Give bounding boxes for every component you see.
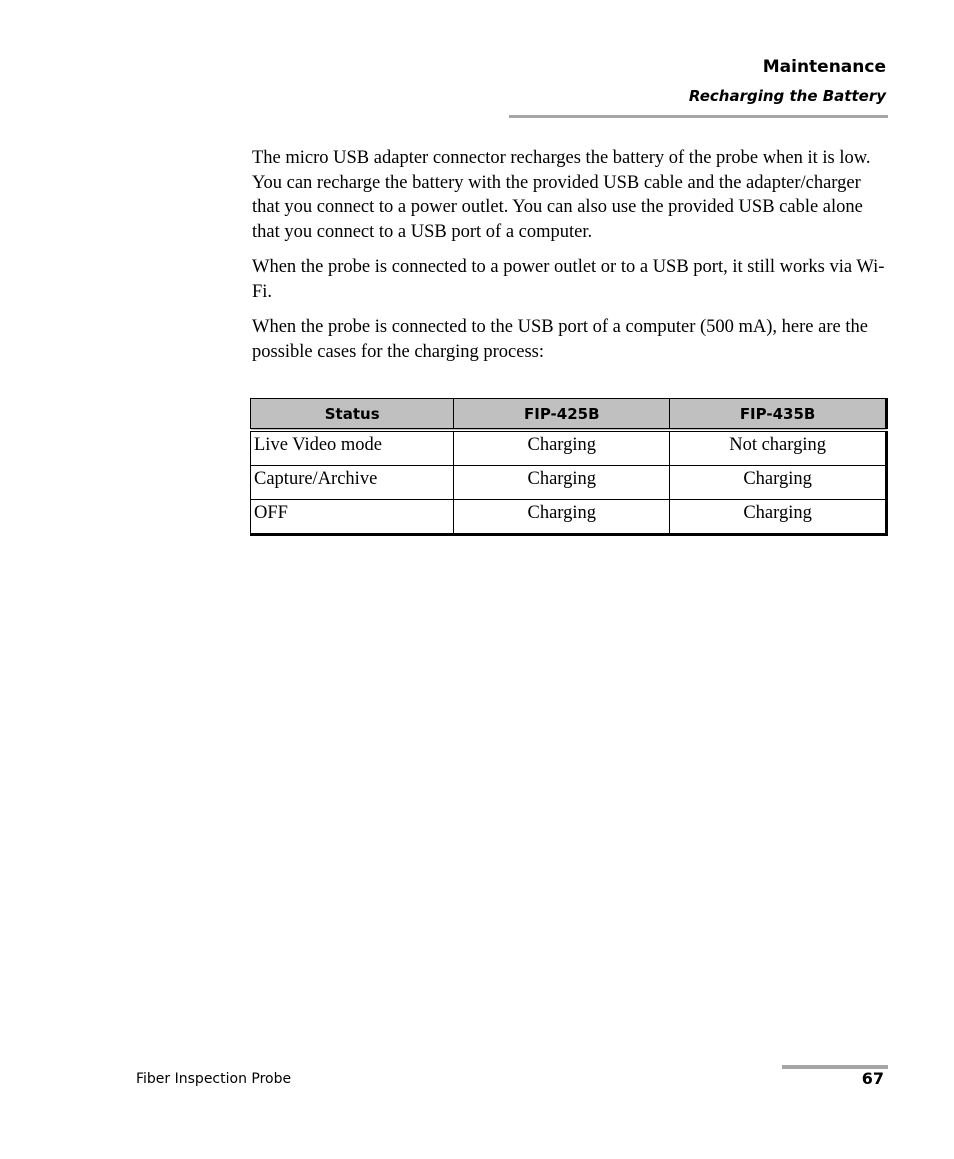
status-cell: Live Video mode bbox=[251, 430, 454, 466]
paragraph-usb-cases: When the probe is connected to the USB port of a computer (500 mA), here are the possible cases for the charging process: bbox=[252, 317, 868, 362]
header-divider bbox=[509, 115, 888, 118]
fip-435b-cell: Charging bbox=[670, 500, 887, 535]
status-cell: Capture/Archive bbox=[251, 466, 454, 500]
table-row bbox=[251, 430, 887, 466]
paragraph-recharge-intro: The micro USB adapter connector recharges the battery of the probe when it is low. You can recharge the battery with the provided USB cable and the adapter/charger that you connect to a power outlet. You can also use the provided USB cable alone that you connect to a USB port of a computer. bbox=[252, 148, 871, 242]
status-cell: OFF bbox=[251, 500, 454, 535]
footer-document-title: Fiber Inspection Probe bbox=[136, 1071, 292, 1087]
table-header-row bbox=[251, 399, 887, 431]
page-number: 67 bbox=[861, 1069, 884, 1088]
chapter-title: Maintenance bbox=[762, 57, 886, 77]
column-header-fip-425b: FIP-425B bbox=[454, 399, 670, 431]
column-header-fip-435b: FIP-435B bbox=[670, 399, 887, 431]
section-title: Recharging the Battery bbox=[688, 87, 886, 105]
fip-425b-cell: Charging bbox=[454, 430, 670, 466]
charging-status-table bbox=[250, 398, 888, 536]
fip-425b-cell: Charging bbox=[454, 466, 670, 500]
table-row bbox=[251, 466, 887, 500]
paragraph-wifi-note: When the probe is connected to a power outlet or to a USB port, it still works via Wi-Fi. bbox=[252, 257, 885, 302]
column-header-status: Status bbox=[251, 399, 454, 431]
table-row bbox=[251, 500, 887, 535]
fip-425b-cell: Charging bbox=[454, 500, 670, 535]
fip-435b-cell: Not charging bbox=[670, 430, 887, 466]
body-content bbox=[252, 146, 888, 375]
fip-435b-cell: Charging bbox=[670, 466, 887, 500]
